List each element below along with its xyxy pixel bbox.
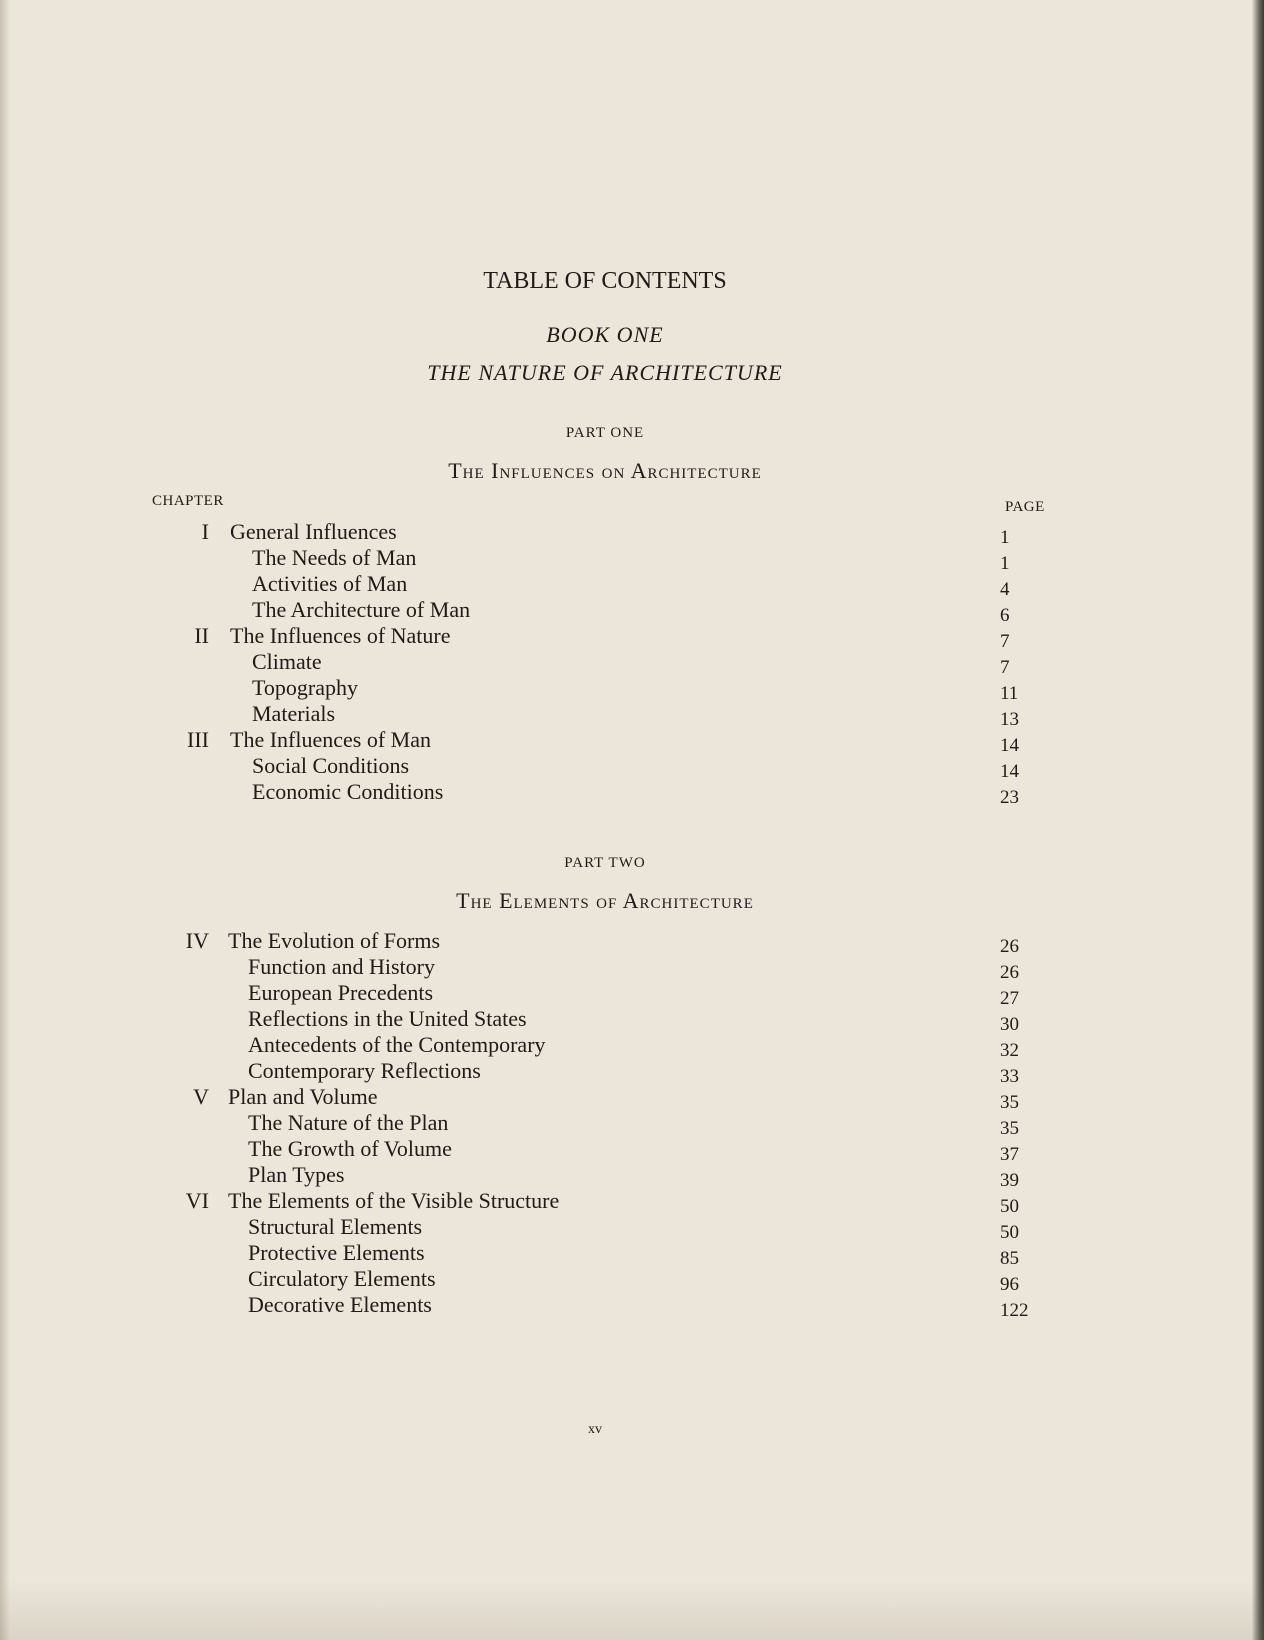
part-one-entries xyxy=(0,519,1264,808)
entry-page: 23 xyxy=(1000,787,1019,808)
toc-entry xyxy=(0,1006,1264,1035)
toc-entry xyxy=(0,1240,1264,1269)
toc-entry xyxy=(0,1058,1264,1087)
entry-page: 4 xyxy=(1000,579,1010,600)
toc-entry xyxy=(0,1032,1264,1061)
entry-title: Contemporary Reflections xyxy=(248,1058,481,1083)
entry-page: 7 xyxy=(1000,657,1010,678)
entry-page: 37 xyxy=(1000,1144,1019,1165)
chapter-number: V xyxy=(193,1084,209,1109)
toc-entry xyxy=(0,545,1264,574)
entry-title: Economic Conditions xyxy=(252,779,444,804)
entry-page: 85 xyxy=(1000,1248,1019,1269)
chapter-number: I xyxy=(201,519,209,544)
entry-page: 7 xyxy=(1000,631,1010,652)
toc-entry xyxy=(0,649,1264,678)
entry-page: 35 xyxy=(1000,1118,1019,1139)
entry-page: 32 xyxy=(1000,1040,1019,1061)
page-bottom-shadow xyxy=(0,1580,1264,1640)
entry-page: 50 xyxy=(1000,1222,1019,1243)
entry-page: 35 xyxy=(1000,1092,1019,1113)
toc-entry xyxy=(0,1188,1264,1217)
entry-page: 50 xyxy=(1000,1196,1019,1217)
entry-page: 26 xyxy=(1000,962,1019,983)
entry-title: General Influences xyxy=(230,519,397,544)
entry-title: Activities of Man xyxy=(252,571,408,596)
entry-title: Topography xyxy=(252,675,358,700)
toc-entry xyxy=(0,1292,1264,1321)
toc-entry xyxy=(0,701,1264,730)
entry-title: Antecedents of the Contemporary xyxy=(248,1032,546,1057)
entry-title: Reflections in the United States xyxy=(248,1006,527,1031)
entry-title: The Influences of Man xyxy=(230,727,431,752)
page-number: xv xyxy=(588,1422,602,1437)
entry-page: 27 xyxy=(1000,988,1019,1009)
page-column-label: PAGE xyxy=(1005,499,1045,515)
entry-title: Climate xyxy=(252,649,322,674)
entry-title: European Precedents xyxy=(248,980,434,1005)
entry-title: Materials xyxy=(252,701,336,726)
part-two-label: PART TWO xyxy=(564,855,646,871)
part-two-title: The Elements of Architecture xyxy=(456,888,754,913)
toc-entry xyxy=(0,954,1264,983)
page-left-edge xyxy=(0,0,10,1640)
entry-title: Plan Types xyxy=(248,1162,345,1187)
toc-entry xyxy=(0,1162,1264,1191)
toc-entry xyxy=(0,623,1264,652)
entry-page: 33 xyxy=(1000,1066,1019,1087)
toc-entry xyxy=(0,1136,1264,1165)
entry-page: 1 xyxy=(1000,553,1010,574)
chapter-number: IV xyxy=(185,928,209,953)
entry-title: The Architecture of Man xyxy=(252,597,471,622)
entry-page: 1 xyxy=(1000,527,1010,548)
toc-entry xyxy=(0,1084,1264,1113)
entry-page: 11 xyxy=(1000,683,1019,704)
entry-title: The Influences of Nature xyxy=(230,623,451,648)
part-one-title: The Influences on Architecture xyxy=(448,458,762,483)
toc-entry xyxy=(0,727,1264,756)
book-heading: BOOK ONE xyxy=(546,322,664,347)
toc-entry xyxy=(0,1214,1264,1243)
toc-entry xyxy=(0,1266,1264,1295)
entry-page: 13 xyxy=(1000,709,1019,730)
toc-entry xyxy=(0,675,1264,704)
toc-entry xyxy=(0,753,1264,782)
entry-page: 14 xyxy=(1000,761,1019,782)
entry-title: Plan and Volume xyxy=(228,1084,378,1109)
part-one-label: PART ONE xyxy=(565,425,645,441)
entry-title: Protective Elements xyxy=(248,1240,425,1265)
toc-entry xyxy=(0,519,1264,548)
entry-title: Social Conditions xyxy=(252,753,410,778)
entry-title: The Growth of Volume xyxy=(248,1136,452,1161)
entry-title: Circulatory Elements xyxy=(248,1266,436,1291)
entry-page: 30 xyxy=(1000,1014,1019,1035)
chapter-number: VI xyxy=(185,1188,209,1213)
toc-entry xyxy=(0,571,1264,600)
toc-entry xyxy=(0,597,1264,626)
entry-title: The Elements of the Visible Structure xyxy=(228,1188,560,1213)
book-title: THE NATURE OF ARCHITECTURE xyxy=(427,360,783,385)
entry-page: 39 xyxy=(1000,1170,1019,1191)
entry-title: The Evolution of Forms xyxy=(228,928,441,953)
entry-page: 26 xyxy=(1000,936,1019,957)
toc-entry xyxy=(0,1110,1264,1139)
toc-entry xyxy=(0,928,1264,957)
part-two-entries xyxy=(0,928,1264,1321)
entry-title: Function and History xyxy=(248,954,435,979)
toc-entry xyxy=(0,779,1264,808)
entry-page: 6 xyxy=(1000,605,1010,626)
toc-entry xyxy=(0,980,1264,1009)
page-right-edge xyxy=(1252,0,1264,1640)
entry-title: Decorative Elements xyxy=(248,1292,432,1317)
chapter-column-label: CHAPTER xyxy=(152,493,224,509)
entry-title: The Nature of the Plan xyxy=(248,1110,449,1135)
entry-title: The Needs of Man xyxy=(252,545,417,570)
chapter-number: III xyxy=(187,727,209,752)
entry-page: 14 xyxy=(1000,735,1019,756)
entry-page: 122 xyxy=(1000,1300,1029,1321)
page-title: TABLE OF CONTENTS xyxy=(483,268,727,294)
entry-title: Structural Elements xyxy=(248,1214,423,1239)
entry-page: 96 xyxy=(1000,1274,1019,1295)
chapter-number: II xyxy=(194,623,209,648)
